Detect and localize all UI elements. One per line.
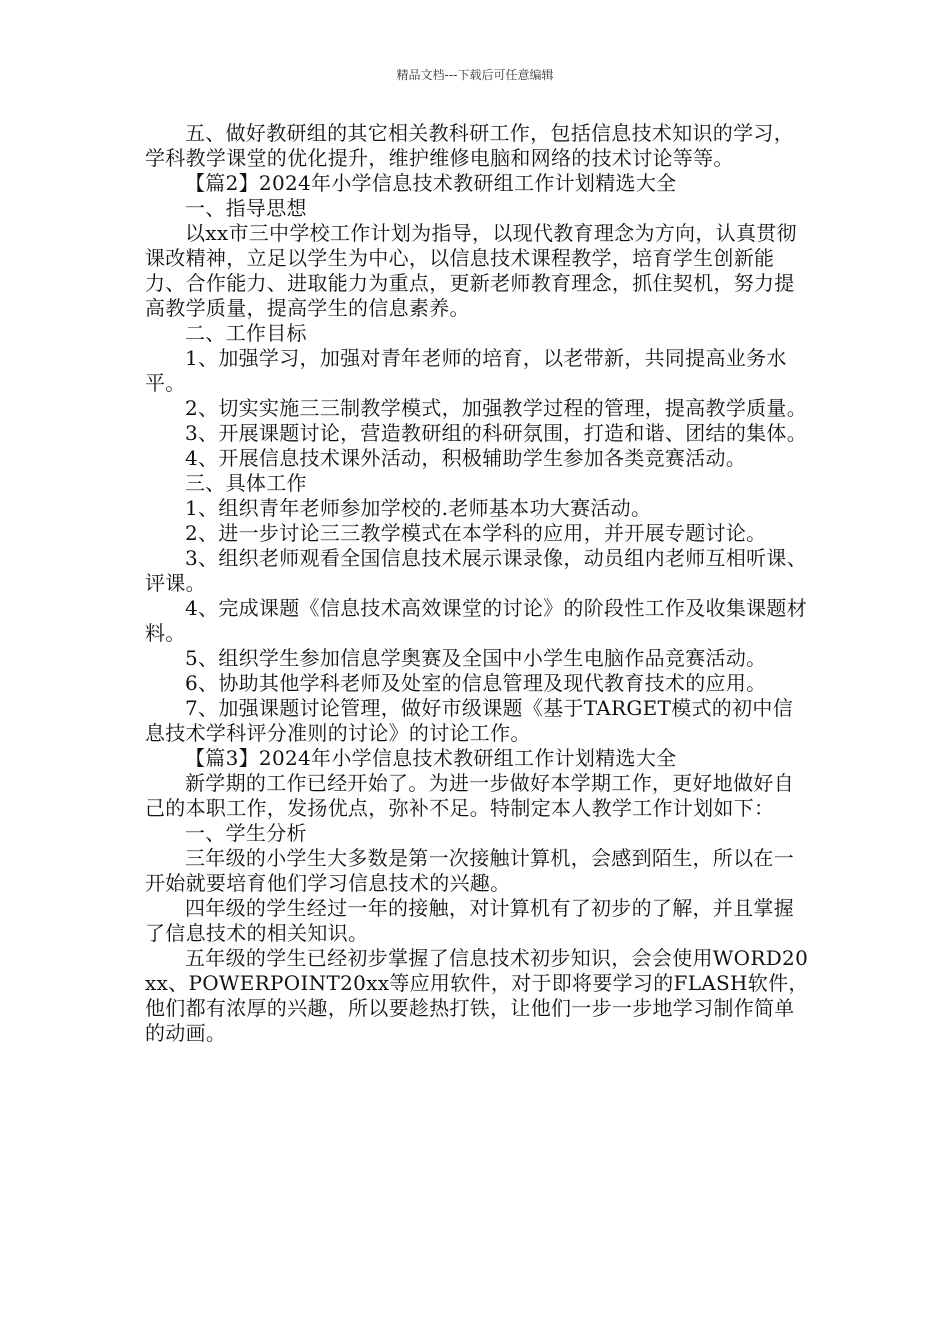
- goal-item-1: 1、加强学习，加强对青年老师的培育，以老带新，共同提高业务水平。: [145, 346, 787, 395]
- work-item-2: 2、进一步讨论三三教学模式在本学科的应用，并开展专题讨论。: [185, 521, 767, 545]
- page-header: 精品文档---下载后可任意编辑: [396, 68, 554, 82]
- paragraph-guiding-idea: 以xx市三中学校工作计划为指导，以现代教育理念为方向，认真贯彻课改精神，立足以学生为中心，以信息技术课程教学，培育学生创新能力、合作能力、进取能力为重点，更新老师教育理念，抓住契机，努力提高教学质量，提高学生的信息素养。: [145, 221, 797, 320]
- goal-item-2: 2、切实实施三三制教学模式，加强教学过程的管理，提高教学质量。: [185, 396, 808, 420]
- paragraph-new-semester: 新学期的工作已经开始了。为进一步做好本学期工作，更好地做好自己的本职工作，发扬优点，弥补不足。特制定本人教学工作计划如下：: [145, 771, 794, 820]
- heading-guiding-idea: 一、指导思想: [185, 196, 307, 220]
- work-item-7: 7、加强课题讨论管理，做好市级课题《基于TARGET模式的初中信息技术学科评分准则的讨论》的讨论工作。: [145, 696, 793, 745]
- work-item-5: 5、组织学生参加信息学奥赛及全国中小学生电脑作品竞赛活动。: [185, 646, 767, 670]
- heading-specific-work: 三、具体工作: [185, 471, 307, 495]
- work-item-4: 4、完成课题《信息技术高效课堂的讨论》的阶段性工作及收集课题材料。: [145, 596, 808, 645]
- work-item-3: 3、组织老师观看全国信息技术展示课录像，动员组内老师互相听课、评课。: [145, 546, 808, 595]
- section-title-part3: 【篇3】2024年小学信息技术教研组工作计划精选大全: [185, 746, 677, 770]
- heading-work-goals: 二、工作目标: [185, 321, 307, 345]
- document-body: [145, 121, 810, 1046]
- goal-item-3: 3、开展课题讨论，营造教研组的科研氛围，打造和谐、团结的集体。: [185, 421, 808, 445]
- paragraph-grade-5: 五年级的学生已经初步掌握了信息技术初步知识，会会使用WORD20xx、POWERPOINT20xx等应用软件，对于即将要学习的FLASH软件，他们都有浓厚的兴趣，所以要趁热打铁，让他们一步一步地学习制作简单的动画。: [145, 946, 809, 1045]
- work-item-1: 1、组织青年老师参加学校的.老师基本功大赛活动。: [185, 496, 652, 520]
- goal-item-4: 4、开展信息技术课外活动，积极辅助学生参加各类竞赛活动。: [185, 446, 747, 470]
- work-item-6: 6、协助其他学科老师及处室的信息管理及现代教育技术的应用。: [185, 671, 767, 695]
- heading-student-analysis: 一、学生分析: [185, 821, 307, 845]
- paragraph-research-work: 五、做好教研组的其它相关教科研工作，包括信息技术知识的学习，学科教学课堂的优化提升，维护维修电脑和网络的技术讨论等等。: [145, 121, 794, 170]
- section-title-part2: 【篇2】2024年小学信息技术教研组工作计划精选大全: [185, 171, 677, 195]
- paragraph-grade-3: 三年级的小学生大多数是第一次接触计算机，会感到陌生，所以在一开始就要培育他们学习信息技术的兴趣。: [145, 846, 794, 895]
- paragraph-grade-4: 四年级的学生经过一年的接触，对计算机有了初步的了解，并且掌握了信息技术的相关知识。: [145, 896, 794, 945]
